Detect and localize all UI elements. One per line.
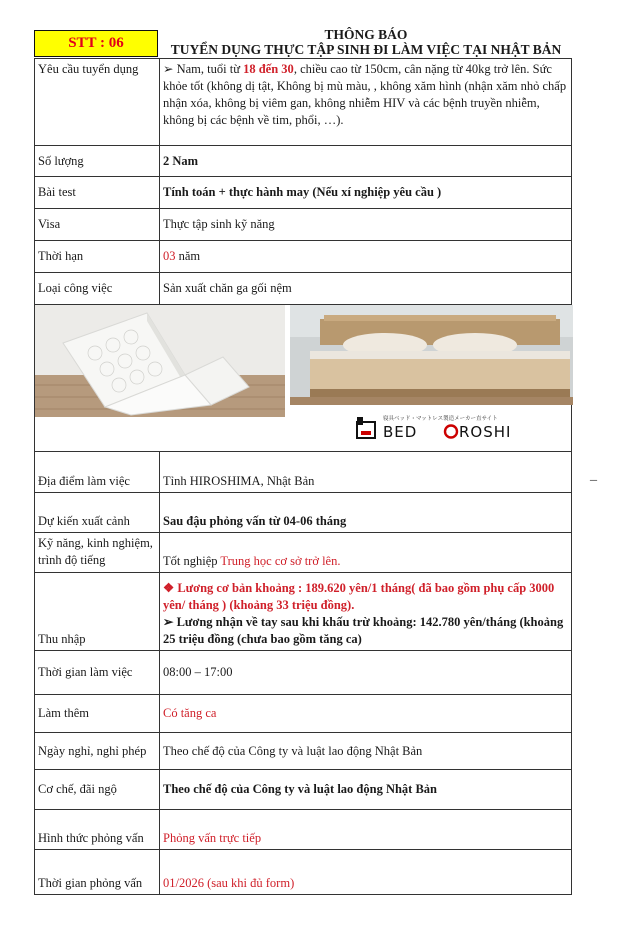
row-visa bbox=[35, 209, 572, 241]
product-images bbox=[35, 305, 572, 452]
folding-mattress-photo bbox=[35, 305, 285, 417]
skills-value bbox=[160, 533, 572, 573]
departure-label: Dự kiến xuất cảnh bbox=[35, 493, 160, 533]
visa-label: Visa bbox=[35, 209, 160, 241]
row-quantity bbox=[35, 146, 572, 177]
row-overtime bbox=[35, 695, 572, 733]
row-work-hours bbox=[35, 651, 572, 695]
overtime-value: Có tăng ca bbox=[160, 695, 572, 733]
requirements-text-1: Nam, tuổi từ bbox=[176, 62, 244, 76]
row-images bbox=[35, 305, 572, 452]
row-duration bbox=[35, 241, 572, 273]
brand-tagline: 寝具ベッド・マットレス製造メーカー直サイト bbox=[383, 416, 498, 422]
interview-form-value: Phỏng vấn trực tiếp bbox=[160, 810, 572, 850]
row-income bbox=[35, 573, 572, 651]
quantity-value: 2 Nam bbox=[160, 146, 572, 177]
requirements-text-2: , chiều cao từ 150cm, cân nặng từ 40kg trở lên. Sức khỏe tốt (không dị tật, Không bị mù màu, , không xăm hình (nhận xăm nhỏ chấp nhận xóa, không bị viêm gan, không nhiễm HIV và các bệnh truyền nhiễm, không bị các bệnh về tim, phổi, …). bbox=[163, 62, 567, 127]
row-interview-form bbox=[35, 810, 572, 850]
row-requirements bbox=[35, 59, 572, 146]
row-holidays bbox=[35, 733, 572, 770]
row-departure bbox=[35, 493, 572, 533]
row-test bbox=[35, 177, 572, 209]
stt-badge: STT : 06 bbox=[34, 30, 158, 57]
base-salary: ❖ Lương cơ bản khoảng : 189.620 yên/1 tháng( đã bao gồm phụ cấp 3000 yên/ tháng ) (khoảng 33 triệu đồng). bbox=[163, 581, 555, 612]
requirements-label: Yêu cầu tuyển dụng bbox=[35, 59, 160, 146]
work-hours-label: Thời gian làm việc bbox=[35, 651, 160, 695]
job-type-label: Loại công việc bbox=[35, 273, 160, 305]
holidays-label: Ngày nghỉ, nghỉ phép bbox=[35, 733, 160, 770]
departure-value: Sau đậu phỏng vấn từ 04-06 tháng bbox=[160, 493, 572, 533]
interview-time-value: 01/2026 (sau khi đủ form) bbox=[160, 850, 572, 895]
work-hours-value: 08:00 – 17:00 bbox=[160, 651, 572, 695]
income-label: Thu nhập bbox=[35, 573, 160, 651]
duration-value bbox=[160, 241, 572, 273]
skills-label bbox=[35, 533, 160, 573]
page-title bbox=[160, 27, 572, 57]
row-benefits bbox=[35, 770, 572, 810]
skills-label-line-2: trình độ tiếng bbox=[38, 553, 106, 567]
row-job-type bbox=[35, 273, 572, 305]
skills-prefix: Tốt nghiệp bbox=[163, 554, 221, 568]
income-value bbox=[160, 573, 572, 651]
bed-oroshi-logo bbox=[353, 413, 533, 441]
skills-highlight: Trung học cơ sở trở lên. bbox=[220, 554, 341, 568]
margin-mark: _ bbox=[590, 468, 597, 483]
holidays-value: Theo chế độ của Công ty và luật lao động Nhật Bản bbox=[160, 733, 572, 770]
job-info-table bbox=[34, 58, 572, 895]
brand-name-part1: BED bbox=[383, 423, 418, 441]
duration-number: 03 bbox=[163, 249, 176, 263]
duration-unit: năm bbox=[175, 249, 201, 263]
title-line-2: TUYỂN DỤNG THỰC TẬP SINH ĐI LÀM VIỆC TẠI NHẬT BẢN bbox=[170, 42, 562, 57]
overtime-label: Làm thêm bbox=[35, 695, 160, 733]
row-location bbox=[35, 452, 572, 493]
benefits-value: Theo chế độ của Công ty và luật lao động Nhật Bản bbox=[160, 770, 572, 810]
duration-label: Thời hạn bbox=[35, 241, 160, 273]
visa-value: Thực tập sinh kỹ năng bbox=[160, 209, 572, 241]
age-range: 18 đến 30 bbox=[243, 62, 294, 76]
net-salary: ➢ Lương nhận về tay sau khi khấu trừ khoảng: 142.780 yên/tháng (khoảng 25 triệu đồng (chưa bao gồm tăng ca) bbox=[163, 615, 564, 646]
requirements-value bbox=[160, 59, 572, 146]
location-value: Tỉnh HIROSHIMA, Nhật Bản bbox=[160, 452, 572, 493]
bedroom-photo bbox=[290, 305, 573, 405]
row-skills bbox=[35, 533, 572, 573]
test-label: Bài test bbox=[35, 177, 160, 209]
benefits-label: Cơ chế, đãi ngộ bbox=[35, 770, 160, 810]
job-type-value: Sản xuất chăn ga gối nệm bbox=[160, 273, 572, 305]
interview-time-label: Thời gian phỏng vấn bbox=[35, 850, 160, 895]
row-interview-time bbox=[35, 850, 572, 895]
quantity-label: Số lượng bbox=[35, 146, 160, 177]
arrow-bullet-icon: ➢ bbox=[163, 62, 174, 76]
interview-form-label: Hình thức phỏng vấn bbox=[35, 810, 160, 850]
title-line-1: THÔNG BÁO bbox=[324, 27, 408, 42]
location-label: Địa điểm làm việc bbox=[35, 452, 160, 493]
skills-label-line-1: Kỹ năng, kinh nghiệm, bbox=[38, 536, 153, 550]
brand-name-part2: ROSHI bbox=[459, 423, 512, 441]
test-value: Tính toán + thực hành may (Nếu xí nghiệp yêu cầu ) bbox=[160, 177, 572, 209]
